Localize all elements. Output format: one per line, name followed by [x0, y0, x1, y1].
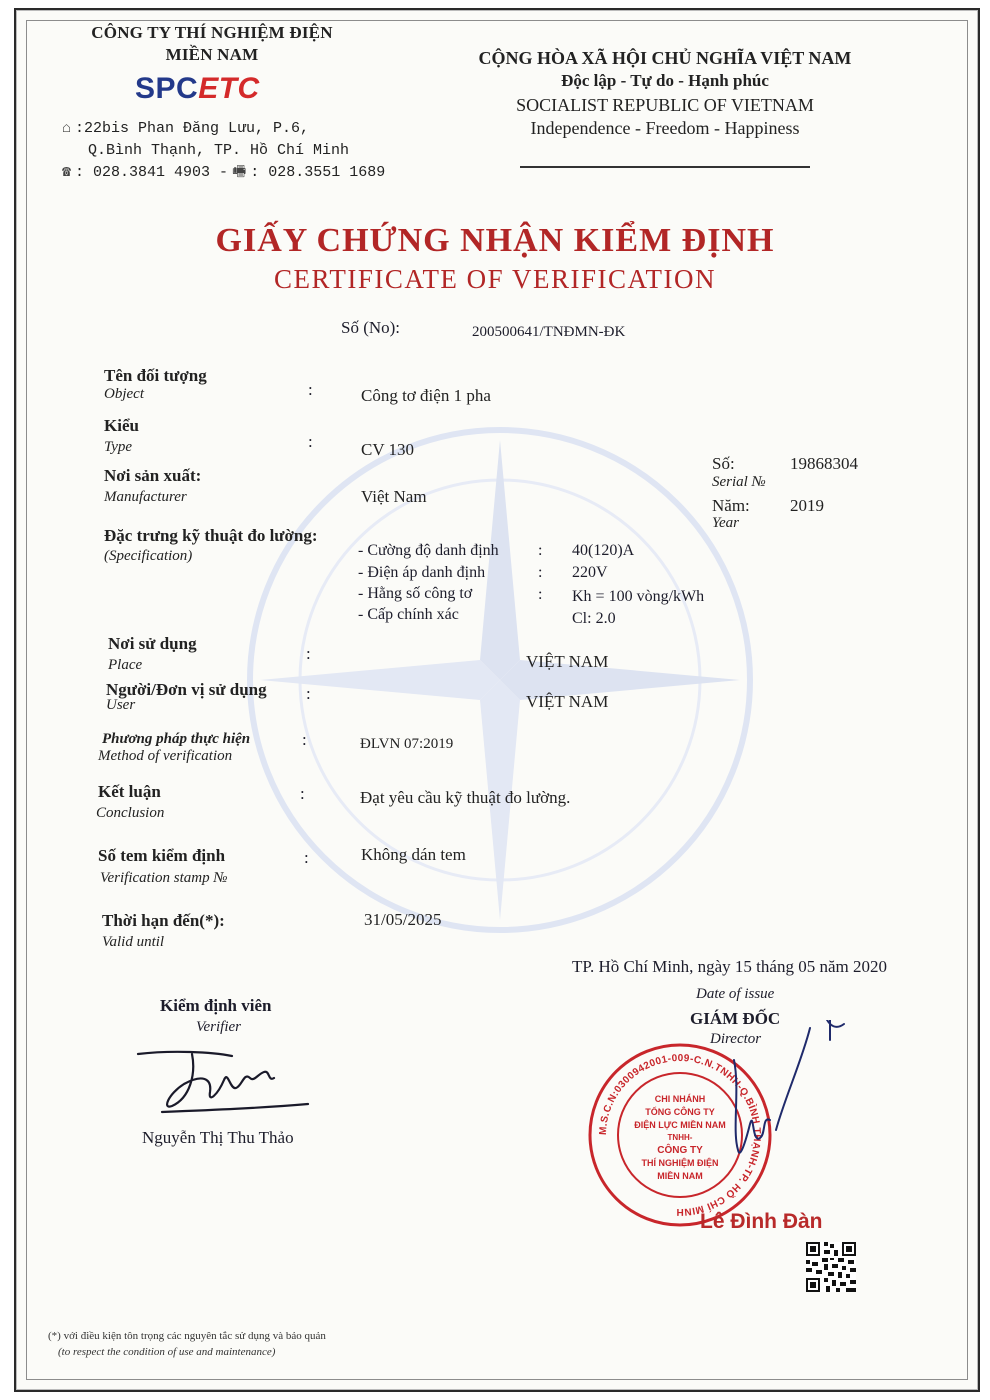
- object-value: Công tơ điện 1 pha: [361, 386, 491, 405]
- year-value: 2019: [790, 496, 824, 515]
- spec-row-value: 220V: [572, 564, 608, 581]
- manufacturer-label: Nơi sản xuất:: [104, 466, 202, 485]
- valid-until-label: Thời hạn đến(*):: [102, 911, 225, 930]
- verifier-name: Nguyễn Thị Thu Thảo: [142, 1128, 294, 1147]
- nation-line3: SOCIALIST REPUBLIC OF VIETNAM: [516, 95, 814, 115]
- year-label: Năm:: [712, 496, 750, 515]
- national-header: [455, 46, 875, 168]
- certificate-number: 200500641/TNĐMN-ĐK: [472, 324, 626, 340]
- spec-row-name: - Điện áp danh định: [358, 564, 486, 581]
- stamp-number-label: Số tem kiểm định: [98, 846, 226, 865]
- type-sub: Type: [104, 439, 133, 455]
- company-line2: MIỀN NAM: [165, 45, 259, 64]
- seal-text: ĐIỆN LỰC MIỀN NAM: [634, 1120, 726, 1130]
- spec-label: Đặc trưng kỹ thuật đo lường:: [104, 526, 318, 545]
- place-sub: Place: [108, 657, 143, 673]
- spec-row-name: - Hằng số công tơ: [358, 585, 473, 602]
- valid-until-value: 31/05/2025: [364, 910, 442, 929]
- object-label: Tên đối tượng: [104, 366, 207, 385]
- issue-place-date: TP. Hồ Chí Minh, ngày 15 tháng 05 năm 2020: [572, 957, 887, 976]
- footnote-vn: (*) với điều kiện tôn trọng các nguyên tắc sử dụng và bảo quản: [48, 1330, 326, 1342]
- valid-until-sub: Valid until: [102, 934, 165, 950]
- spec-row-value: Cl: 2.0: [572, 610, 616, 627]
- serial-value: 19868304: [790, 454, 858, 473]
- spec-row-value: Kh = 100 vòng/kWh: [572, 588, 705, 605]
- certificate-title-en: CERTIFICATE OF VERIFICATION: [274, 264, 716, 294]
- company-name: [52, 22, 372, 66]
- director-sub: Director: [710, 1031, 762, 1047]
- nation-line4: Independence - Freedom - Happiness: [530, 118, 800, 138]
- seal-text: TNHH-: [667, 1133, 693, 1142]
- spec-row-value: 40(120)A: [572, 542, 635, 559]
- place-value: VIỆT NAM: [526, 652, 609, 671]
- logo-etc-text: ETC: [198, 72, 260, 105]
- header-divider: [520, 166, 810, 168]
- seal-text: TỔNG CÔNG TY: [645, 1107, 715, 1117]
- serial-label: Số:: [712, 454, 735, 473]
- place-colon: :: [306, 644, 311, 663]
- company-line1: CÔNG TY THÍ NGHIỆM ĐIỆN: [91, 23, 333, 42]
- method-label: Phương pháp thực hiện: [102, 731, 251, 747]
- conclusion-sub: Conclusion: [96, 805, 165, 821]
- footnote-en: (to respect the condition of use and maintenance): [58, 1346, 276, 1358]
- type-label: Kiểu: [104, 416, 139, 435]
- type-colon: :: [308, 432, 313, 451]
- fax-icon: 🖷: [232, 164, 247, 181]
- phone-number: : 028.3841 4903 -: [75, 164, 229, 181]
- object-sub: Object: [104, 386, 144, 402]
- method-sub: Method of verification: [98, 748, 233, 764]
- seal-text: CÔNG TY: [657, 1145, 703, 1156]
- object-colon: :: [308, 380, 313, 399]
- company-address: [62, 118, 392, 184]
- year-sub: Year: [712, 515, 739, 531]
- seal-text: CHI NHÁNH: [654, 1094, 706, 1104]
- spec-row-name: - Cấp chính xác: [358, 606, 459, 623]
- stamp-number-sub: Verification stamp №: [100, 870, 228, 886]
- spec-row-colon: :: [538, 564, 543, 581]
- serial-sub: Serial №: [712, 474, 766, 490]
- manufacturer-value: Việt Nam: [361, 487, 427, 506]
- method-colon: :: [302, 730, 307, 749]
- manufacturer-sub: Manufacturer: [104, 489, 187, 505]
- spec-row-colon: :: [538, 586, 543, 603]
- compass-watermark: [240, 420, 760, 940]
- logo-spc-text: SPC: [135, 72, 199, 105]
- house-icon: ⌂: [62, 120, 72, 137]
- director-signature: [680, 1020, 860, 1180]
- fax-number: : 028.3551 1689: [250, 164, 386, 181]
- stamp-number-value: Không dán tem: [361, 845, 466, 864]
- verifier-title: Kiểm định viên: [160, 996, 272, 1015]
- certificate-number-label: Số (No):: [341, 318, 401, 337]
- conclusion-colon: :: [300, 784, 305, 803]
- qr-code-icon: [806, 1242, 856, 1292]
- spec-row-name: - Cường độ danh định: [358, 542, 499, 559]
- address-line1: :22bis Phan Đăng Lưu, P.6,: [75, 120, 310, 137]
- conclusion-value: Đạt yêu cầu kỹ thuật đo lường.: [360, 788, 571, 807]
- conclusion-label: Kết luận: [98, 782, 161, 801]
- phone-icon: ☎: [62, 164, 72, 181]
- director-name: Lê Đình Đàn: [700, 1210, 823, 1233]
- stamp-number-colon: :: [304, 848, 309, 867]
- type-value: CV 130: [361, 440, 415, 459]
- place-label: Nơi sử dụng: [108, 634, 197, 653]
- spec-sub: (Specification): [104, 548, 193, 564]
- director-title: GIÁM ĐỐC: [690, 1009, 781, 1028]
- method-value: ĐLVN 07:2019: [360, 736, 454, 752]
- certificate-title-vn: GIẤY CHỨNG NHẬN KIỂM ĐỊNH: [215, 222, 775, 259]
- seal-text: THÍ NGHIỆM ĐIỆN: [641, 1158, 719, 1168]
- spec-row-colon: :: [538, 542, 543, 559]
- user-colon: :: [306, 684, 311, 703]
- verifier-sub: Verifier: [196, 1019, 241, 1035]
- spcetc-logo: [135, 72, 260, 106]
- seal-ring-text: M.S.C.N:0300942001-009-C.N.TNHH-Q.BÌNH THẠNH-TP. HỒ CHÍ MINH: [597, 1052, 763, 1218]
- user-label: Người/Đơn vị sử dụng: [106, 680, 267, 699]
- verifier-signature: [132, 1034, 332, 1124]
- user-value: VIỆT NAM: [526, 692, 609, 711]
- address-line2: Q.Bình Thạnh, TP. Hồ Chí Minh: [88, 142, 350, 159]
- user-sub: User: [106, 697, 136, 713]
- date-of-issue-sub: Date of issue: [696, 986, 775, 1002]
- nation-line2: Độc lập - Tự do - Hạnh phúc: [561, 71, 769, 90]
- nation-line1: CỘNG HÒA XÃ HỘI CHỦ NGHĨA VIỆT NAM: [478, 48, 852, 68]
- seal-text: MIỀN NAM: [657, 1171, 703, 1181]
